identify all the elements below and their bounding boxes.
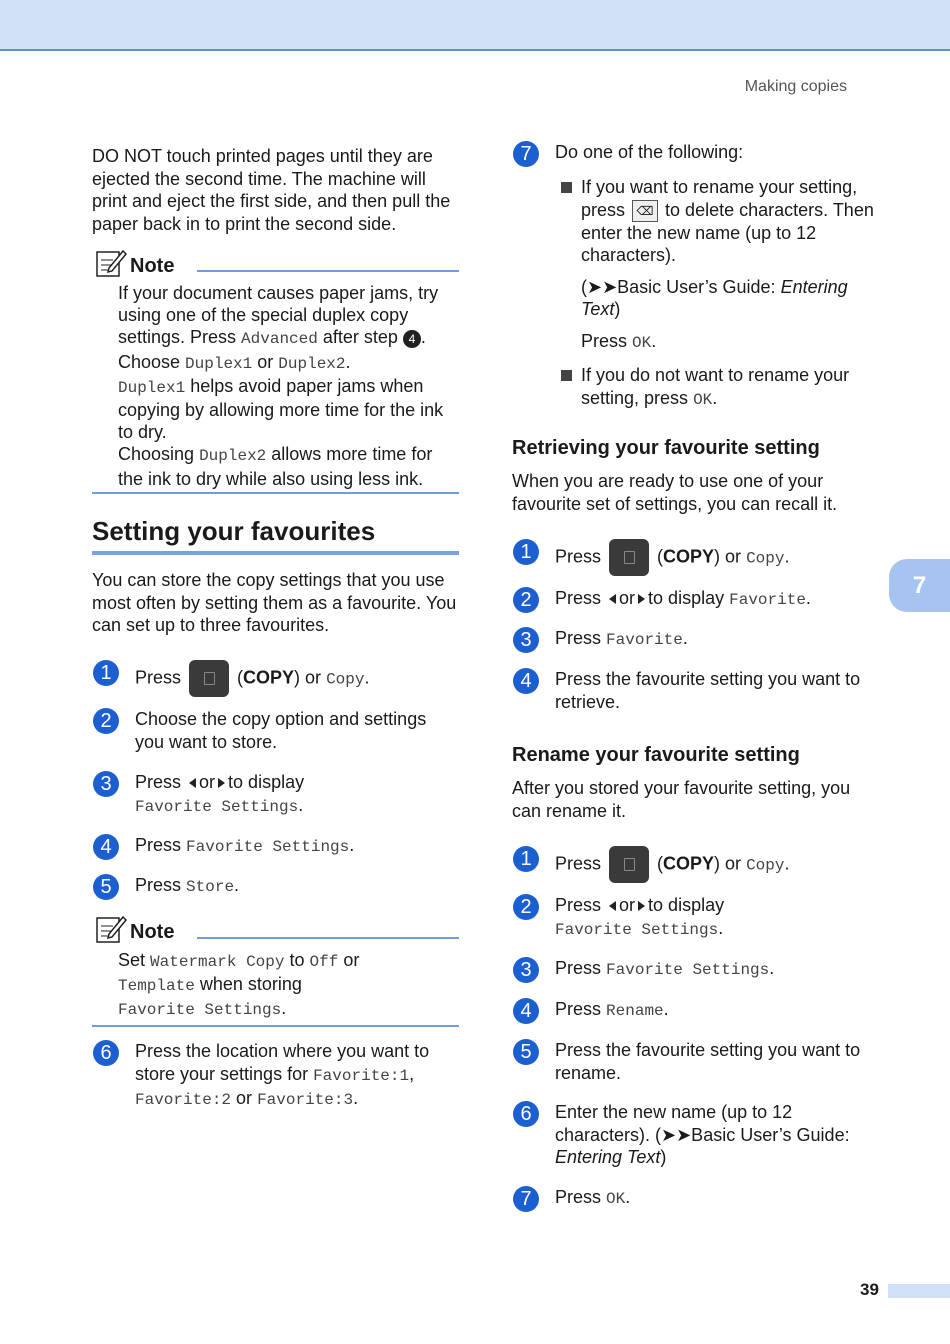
retrieve-intro: When you are ready to use one of your favourite set of settings, you can recall it. xyxy=(512,471,838,514)
top-banner xyxy=(0,0,950,51)
left-arrow-icon xyxy=(609,594,616,604)
copy-button-icon xyxy=(189,660,229,697)
right-arrow-icon xyxy=(638,594,645,604)
step-ref-badge: 4 xyxy=(403,330,421,348)
note-body: If your document causes paper jams, try using one of the special duplex copy settings. Press Advanced after step 4 . Choose Duplex1 or Duplex2. Duplex1 helps avoid paper jams when copying by allowing more time for the ink to dry. Choosing Duplex2 allows more time for the ink to dry while also using less ink. xyxy=(118,283,444,489)
retrieve-step-2: 2 Press or to display Favorite. xyxy=(513,587,883,613)
bullet-square-icon xyxy=(561,370,572,381)
page-number-bar xyxy=(888,1284,950,1298)
rename-step-1: 1 Press (COPY) or Copy. xyxy=(513,846,883,883)
setfav-step-4: 4 Press Favorite Settings. xyxy=(93,834,459,860)
rename-intro: After you stored your favourite setting, you can rename it. xyxy=(512,778,851,821)
bullet-no-rename: If you do not want to rename your setting, press OK. xyxy=(561,364,881,411)
left-arrow-icon xyxy=(189,778,196,788)
retrieve-step-1: 1 Press (COPY) or Copy. xyxy=(513,539,883,576)
note-rule xyxy=(197,270,459,272)
note-end-rule xyxy=(92,492,459,494)
bullet-square-icon xyxy=(561,182,572,193)
retrieve-heading: Retrieving your favourite setting xyxy=(512,437,820,459)
note-title: Note xyxy=(130,255,175,277)
page-number: 39 xyxy=(860,1280,879,1299)
delete-key-icon: ⌫ xyxy=(632,200,658,222)
rename-step-6: 6 Enter the new name (up to 12 characters). (➤➤Basic User’s Guide: Entering Text) xyxy=(513,1101,883,1169)
setfav-step-1: 1 Press (COPY) or Copy. xyxy=(93,660,459,697)
note-body-2: Set Watermark Copy to Off or Template when storing Favorite Settings. xyxy=(118,950,360,1020)
right-arrow-icon xyxy=(638,901,645,911)
chapter-tab: 7 xyxy=(889,559,950,612)
setfav-step-2: 2 Choose the copy option and settings you want to store. xyxy=(93,708,459,753)
left-arrow-icon xyxy=(609,901,616,911)
rename-step-7: 7 Press OK. xyxy=(513,1186,883,1212)
right-arrow-icon xyxy=(218,778,225,788)
note-pencil-icon xyxy=(95,248,127,278)
setfav-step-3: 3 Press or to display Favorite Settings. xyxy=(93,771,459,818)
bullet-rename: If you want to rename your setting, press ⌫ to delete characters. Then enter the new name (up to 12 characters). (➤➤Basic User’s Guide: Entering Text) Press OK. xyxy=(561,176,881,354)
retrieve-step-4: 4 Press the favourite setting you want to retrieve. xyxy=(513,668,883,713)
note-heading xyxy=(95,248,174,278)
section-title-rule xyxy=(92,551,459,555)
section-title: Setting your favourites xyxy=(92,516,376,546)
note-pencil-icon xyxy=(95,914,127,944)
note-end-rule-2 xyxy=(92,1025,459,1027)
running-header: Making copies xyxy=(744,78,847,95)
setfav-step-5: 5 Press Store. xyxy=(93,874,459,900)
note-heading-2 xyxy=(95,914,174,944)
copy-button-icon xyxy=(609,539,649,576)
note-rule-2 xyxy=(197,937,459,939)
intro-paragraph: DO NOT touch printed pages until they are ejected the second time. The machine will print and eject the first side, and then pull the paper back in to print the second side. xyxy=(92,146,451,234)
rename-step-4: 4 Press Rename. xyxy=(513,998,883,1024)
rename-step-3: 3 Press Favorite Settings. xyxy=(513,957,883,983)
rename-step-2: 2 Press or to display Favorite Settings. xyxy=(513,894,883,941)
note-title-2: Note xyxy=(130,921,175,943)
rename-step-5: 5 Press the favourite setting you want to rename. xyxy=(513,1039,883,1084)
rename-heading: Rename your favourite setting xyxy=(512,744,800,766)
setfav-step-7: 7 Do one of the following: xyxy=(513,141,883,167)
retrieve-step-3: 3 Press Favorite. xyxy=(513,627,883,653)
setfav-step-6: 6 Press the location where you want to store your settings for Favorite:1, Favorite:2 or Favorite:3. xyxy=(93,1040,459,1112)
section-intro: You can store the copy settings that you use most often by setting them as a favourite. You can set up to three favourites. xyxy=(92,570,457,635)
copy-button-icon xyxy=(609,846,649,883)
